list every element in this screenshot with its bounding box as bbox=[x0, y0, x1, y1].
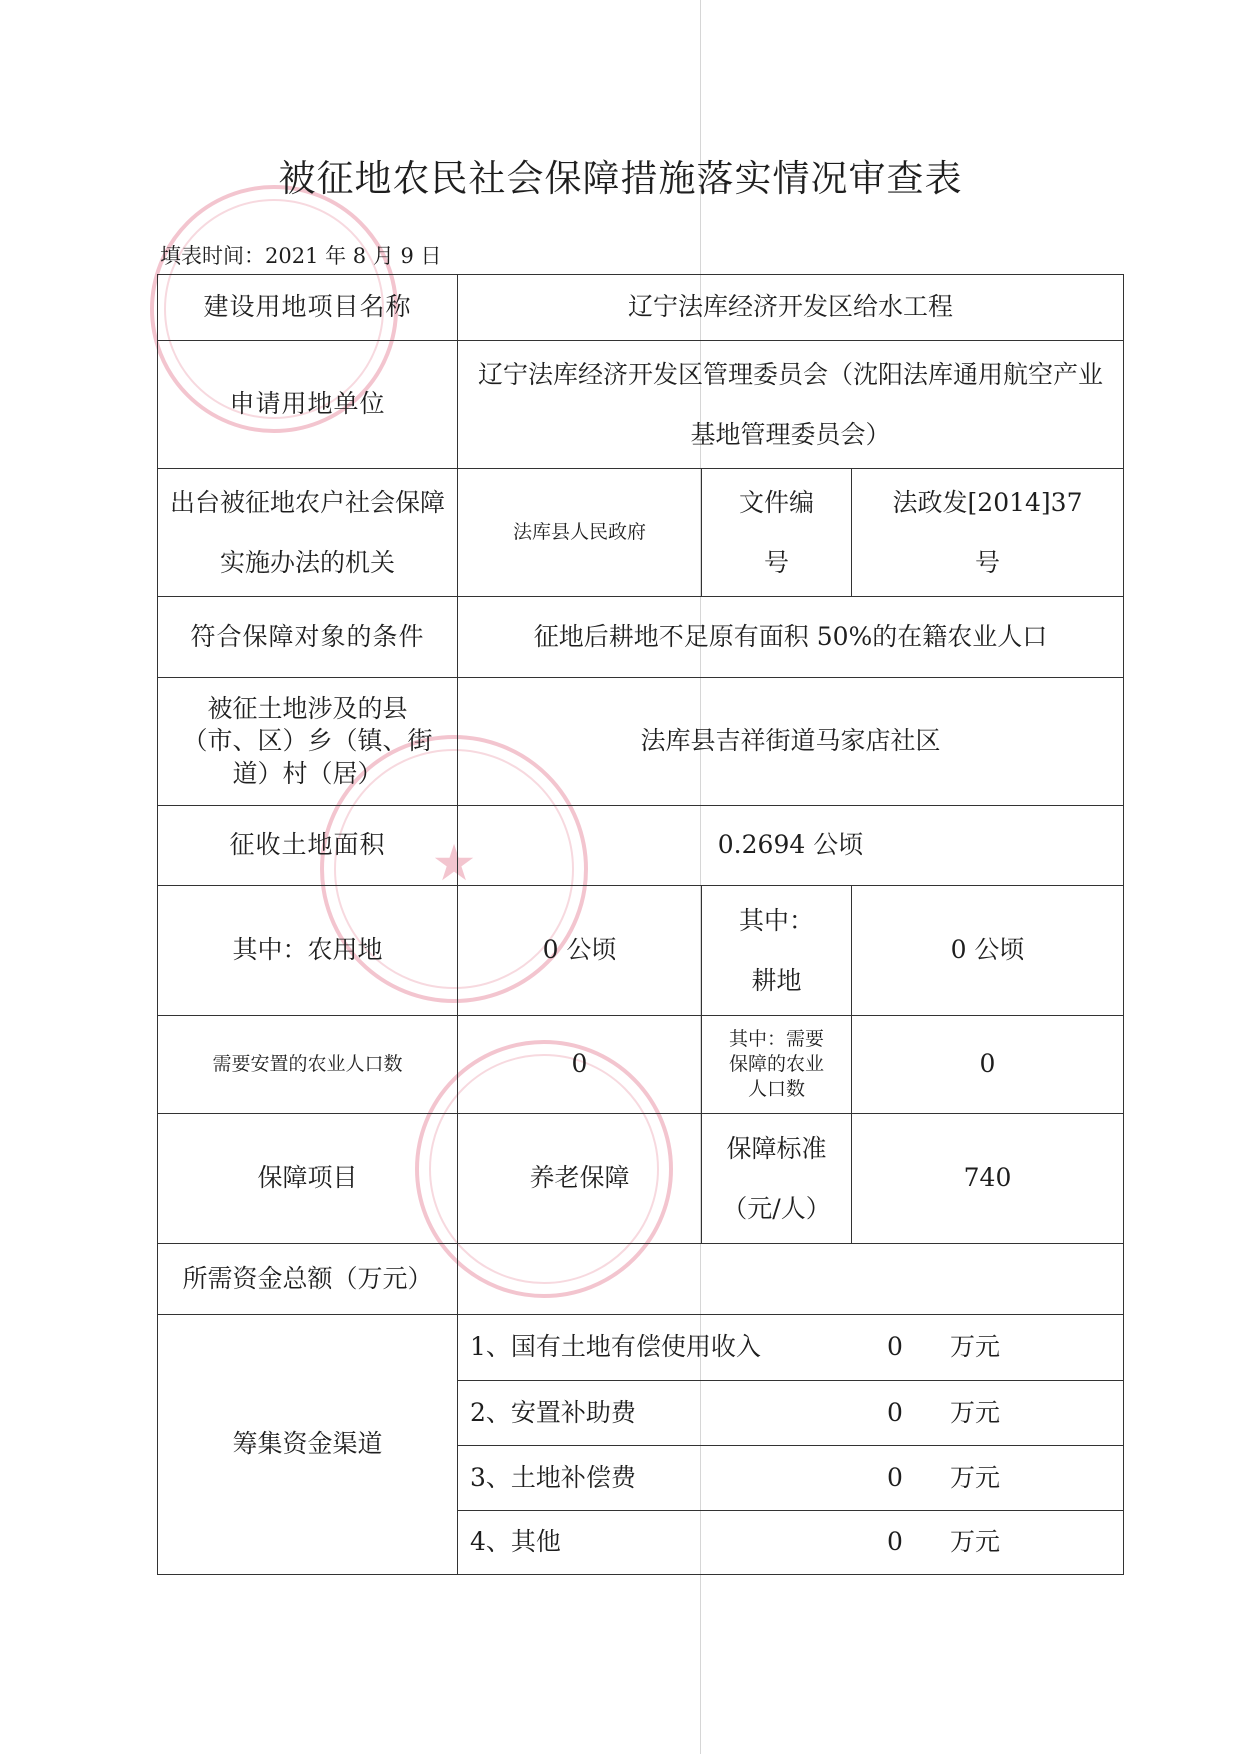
funding-item-amount: 0 bbox=[887, 1397, 903, 1427]
row-authority bbox=[158, 469, 1124, 597]
project-name-value: 辽宁法库经济开发区给水工程 bbox=[458, 275, 1124, 341]
total-value bbox=[458, 1244, 1124, 1315]
funding-item-unit: 万元 bbox=[949, 1527, 1000, 1557]
total-label: 所需资金总额（万元） bbox=[158, 1244, 458, 1315]
applicant-label: 申请用地单位 bbox=[158, 341, 458, 469]
funding-item-amount: 0 bbox=[887, 1527, 903, 1557]
funding-item bbox=[458, 1381, 1124, 1446]
item-label: 保障项目 bbox=[158, 1114, 458, 1244]
row-area bbox=[158, 806, 1124, 886]
location-value: 法库县吉祥街道马家店社区 bbox=[458, 678, 1124, 806]
protected-population-label: 其中：需要保障的农业人口数 bbox=[702, 1016, 852, 1114]
doc-number-label: 文件编号 bbox=[702, 469, 852, 597]
farmland-value: 0 公顷 bbox=[458, 886, 702, 1016]
funding-item bbox=[458, 1315, 1124, 1381]
funding-item-unit: 万元 bbox=[949, 1397, 1000, 1427]
row-total bbox=[158, 1244, 1124, 1315]
row-item bbox=[158, 1114, 1124, 1244]
conditions-value: 征地后耕地不足原有面积 50%的在籍农业人口 bbox=[458, 597, 1124, 678]
standard-label: 保障标准（元/人） bbox=[702, 1114, 852, 1244]
funding-item-amount: 0 bbox=[887, 1332, 903, 1362]
review-form-table bbox=[157, 274, 1124, 1575]
funding-label: 筹集资金渠道 bbox=[158, 1315, 458, 1575]
funding-item-name: 4、其他 bbox=[470, 1527, 561, 1557]
document-title: 被征地农民社会保障措施落实情况审查表 bbox=[278, 157, 963, 200]
row-applicant bbox=[158, 341, 1124, 469]
funding-item-unit: 万元 bbox=[949, 1462, 1000, 1492]
area-label: 征收土地面积 bbox=[158, 806, 458, 886]
location-label: 被征土地涉及的县（市、区）乡（镇、街道）村（居） bbox=[158, 678, 458, 806]
area-value: 0.2694 公顷 bbox=[458, 806, 1124, 886]
farmland-label: 其中：农用地 bbox=[158, 886, 458, 1016]
project-name-label: 建设用地项目名称 bbox=[158, 275, 458, 341]
protected-population-value: 0 bbox=[852, 1016, 1124, 1114]
funding-item-amount: 0 bbox=[887, 1462, 903, 1492]
standard-value: 740 bbox=[852, 1114, 1124, 1244]
funding-item-unit: 万元 bbox=[949, 1332, 1000, 1362]
authority-value: 法库县人民政府 bbox=[458, 469, 702, 597]
row-farmland bbox=[158, 886, 1124, 1016]
funding-item-name: 2、安置补助费 bbox=[470, 1397, 636, 1427]
row-population bbox=[158, 1016, 1124, 1114]
red-seal-stamp-middle: ★ bbox=[320, 735, 588, 1003]
doc-number-value: 法政发[2014]37 号 bbox=[852, 469, 1124, 597]
fill-date: 填表时间：2021 年 8 月 9 日 bbox=[160, 244, 442, 268]
applicant-value: 辽宁法库经济开发区管理委员会（沈阳法库通用航空产业基地管理委员会） bbox=[458, 341, 1124, 469]
funding-item-name: 3、土地补偿费 bbox=[470, 1462, 636, 1492]
cultivated-value: 0 公顷 bbox=[852, 886, 1124, 1016]
funding-item bbox=[458, 1511, 1124, 1575]
funding-item bbox=[458, 1446, 1124, 1511]
row-conditions bbox=[158, 597, 1124, 678]
row-location bbox=[158, 678, 1124, 806]
row-project-name bbox=[158, 275, 1124, 341]
funding-row bbox=[158, 1315, 1124, 1381]
conditions-label: 符合保障对象的条件 bbox=[158, 597, 458, 678]
authority-label: 出台被征地农户社会保障实施办法的机关 bbox=[158, 469, 458, 597]
funding-item-name: 1、国有土地有偿使用收入 bbox=[470, 1332, 761, 1362]
item-value: 养老保障 bbox=[458, 1114, 702, 1244]
population-value: 0 bbox=[458, 1016, 702, 1114]
cultivated-label: 其中：耕地 bbox=[702, 886, 852, 1016]
population-label: 需要安置的农业人口数 bbox=[158, 1016, 458, 1114]
